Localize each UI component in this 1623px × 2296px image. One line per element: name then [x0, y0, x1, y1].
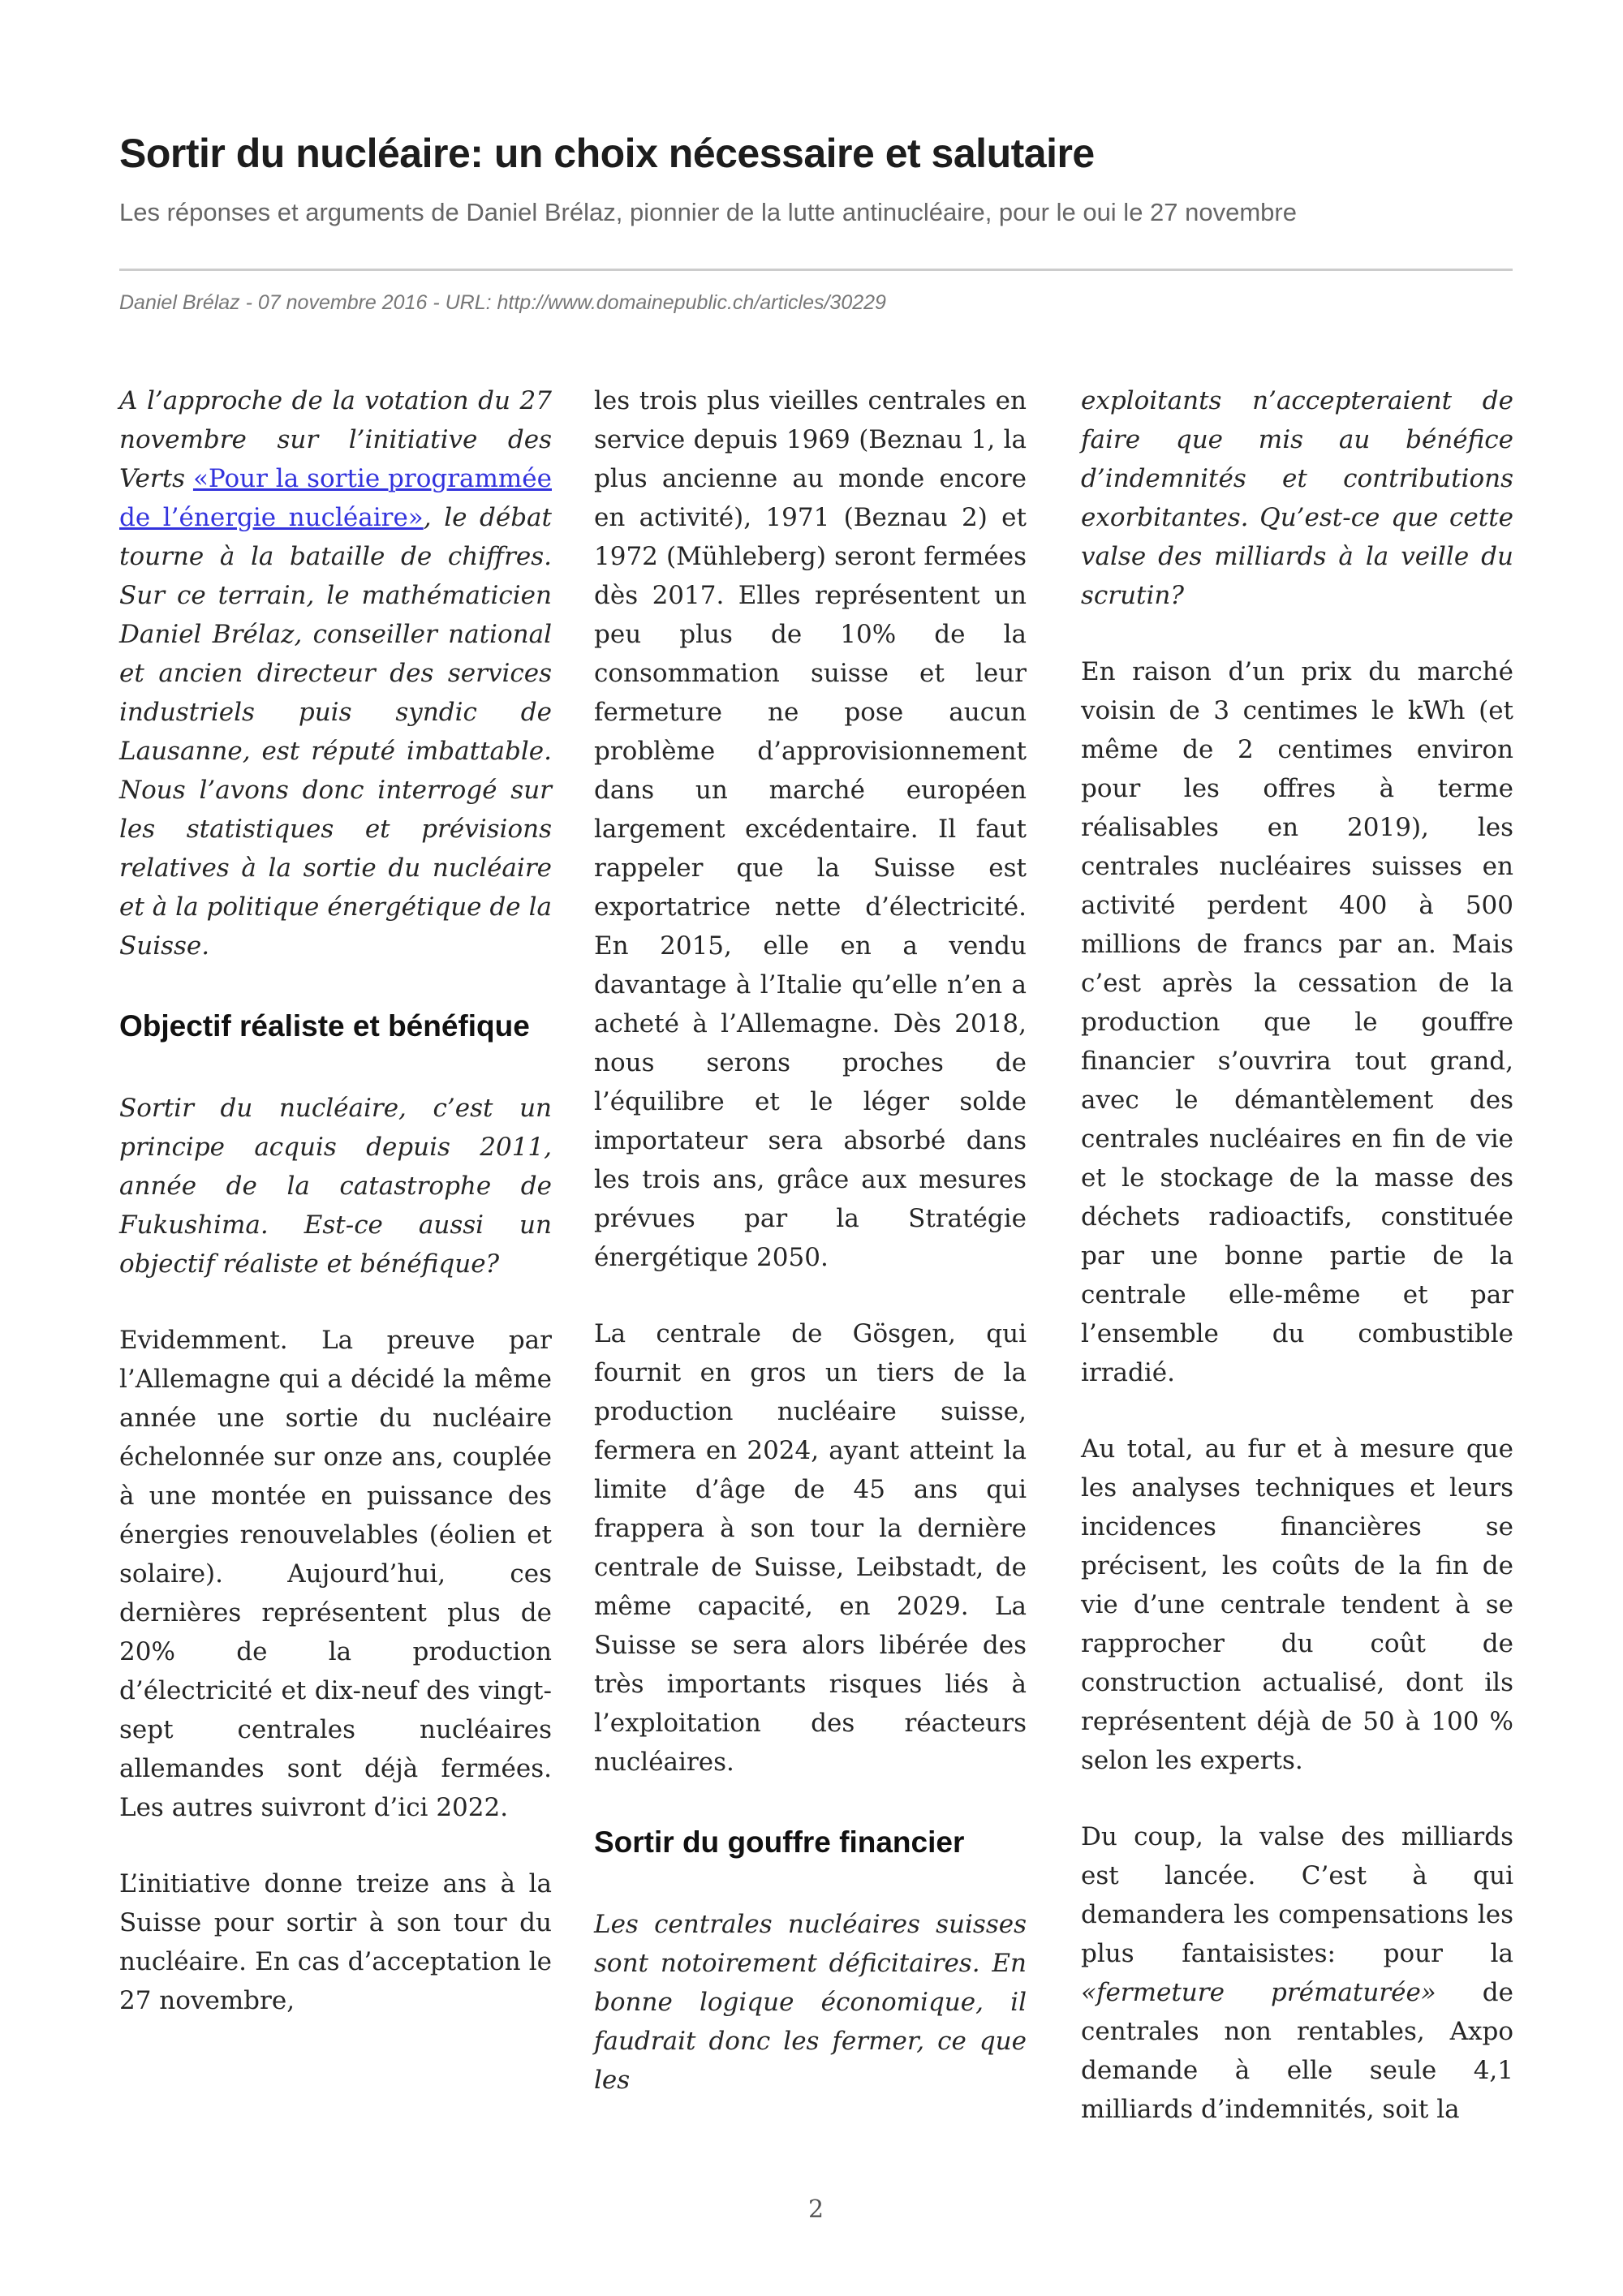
page-title: Sortir du nucléaire: un choix nécessaire et salutaire	[119, 131, 1095, 176]
article-subtitle: Les réponses et arguments de Daniel Brélaz, pionnier de la lutte antinucléaire, pour le oui le 27 novembre	[119, 198, 1297, 226]
fermeture-prematuree-emphasis: «fermeture prématurée»	[1081, 1978, 1436, 2007]
question-paragraph-1: Sortir du nucléaire, c’est un principe acquis depuis 2011, année de la catastrophe de Fukushima. Est-ce aussi un objectif réaliste et bénéfique?	[119, 1094, 552, 1279]
section-heading-gouffre: Sortir du gouffre financier	[594, 1825, 965, 1859]
article-byline: Daniel Brélaz - 07 novembre 2016 - URL: http://www.domainepublic.ch/articles/30229	[119, 291, 886, 314]
milliards-paragraph	[1081, 1817, 1513, 2129]
milliards-text-before: Du coup, la valse des milliards est lancée. C’est à qui demandera les compensations les plus fantaisistes: pour la	[1081, 1822, 1513, 1968]
question-paragraph-2-continued: exploitants n’accepteraient de faire que mis au bénéfice d’indemnités et contributions exorbitantes. Qu’est-ce que cette valse des milliards à la veille du scrutin?	[1081, 386, 1513, 610]
answer-paragraph-1: Evidemment. La preuve par l’Allemagne qui a décidé la même année une sortie du nucléaire échelonnée sur onze ans, couplée à une montée en puissance des énergies renouvelables (éolien et solaire). Aujourd’hui, ces dernières représentent plus de 20% de la production d’électricité et dix-neuf des vingt-sept centrales nucléaires allemandes sont déjà fermées. Les autres suivront d’ici 2022.	[119, 1326, 552, 1822]
initiative-link[interactable]: «Pour la sortie programmée de l’énergie nucléaire»	[119, 464, 552, 532]
milliards-text-after: de centrales non rentables, Axpo demande à elle seule 4,1 milliards d’indemnités, soit la	[1081, 1978, 1513, 2124]
intro-text-after-link: , le débat tourne à la bataille de chiffres. Sur ce terrain, le mathématicien Daniel Brélaz, conseiller national et ancien directeur des services industriels puis syndic de Lausanne, est réputé imbattable. Nous l’avons donc interrogé sur les statistiques et prévisions relatives à la sortie du nucléaire et à la politique énergétique de la Suisse.	[119, 503, 552, 961]
intro-paragraph	[119, 381, 552, 965]
question-paragraph-2: Les centrales nucléaires suisses sont notoirement déficitaires. En bonne logique économique, il faudrait donc les fermer, ce que les	[594, 1910, 1027, 2095]
answer-paragraph-2-continued: les trois plus vieilles centrales en service depuis 1969 (Beznau 1, la plus ancienne au monde encore en activité), 1971 (Beznau 2) et 1972 (Mühleberg) seront fermées dès 2017. Elles représentent un peu plus de 10% de la consommation suisse et leur fermeture ne pose aucun problème d’approvisionnement dans un marché européen largement excédentaire. Il faut rappeler que la Suisse est exportatrice nette d’électricité. En 2015, elle en a vendu davantage à l’Italie qu’elle n’en a acheté à l’Allemagne. Dès 2018, nous serons proches de l’équilibre et le léger solde importateur sera absorbé dans les trois ans, grâce aux mesures prévues par la Stratégie énergétique 2050.	[594, 386, 1027, 1272]
gosgen-paragraph: La centrale de Gösgen, qui fournit en gros un tiers de la production nucléaire suisse, fermera en 2024, ayant atteint la limite d’âge de 45 ans qui frappera à son tour la dernière centrale de Suisse, Leibstadt, de même capacité, en 2029. La Suisse se sera alors libérée des très importants risques liés à l’exploitation des réacteurs nucléaires.	[594, 1319, 1027, 1777]
column-3	[1081, 381, 1513, 2166]
page-number: 2	[807, 2195, 824, 2224]
section-heading-objectif: Objectif réaliste et bénéfique	[119, 1009, 530, 1043]
answer-paragraph-2: L’initiative donne treize ans à la Suisse pour sortir à son tour du nucléaire. En cas d’acceptation le 27 novembre,	[119, 1869, 552, 2015]
column-2	[594, 381, 1027, 2137]
header-divider	[119, 269, 1513, 271]
column-1	[119, 381, 552, 2057]
market-price-paragraph: En raison d’un prix du marché voisin de 3 centimes le kWh (et même de 2 centimes environ pour les offres à terme réalisables en 2019), les centrales nucléaires suisses en activité perdent 400 à 500 millions de francs par an. Mais c’est après la cessation de la production que le gouffre financier s’ouvrira tout grand, avec le démantèlement des centrales nucléaires en fin de vie et le stockage de la masse des déchets radioactifs, constituée par une bonne partie de la centrale elle-même et par l’ensemble du combustible irradié.	[1081, 657, 1513, 1387]
costs-paragraph: Au total, au fur et à mesure que les analyses techniques et leurs incidences financières se précisent, les coûts de la fin de vie d’une centrale tendent à se rapprocher du coût de construction actualisé, dont ils représentent déjà de 50 à 100 % selon les experts.	[1081, 1434, 1513, 1775]
intro-text-before-link: A l’approche de la votation du 27 novembre sur l’initiative des Verts	[119, 386, 552, 493]
